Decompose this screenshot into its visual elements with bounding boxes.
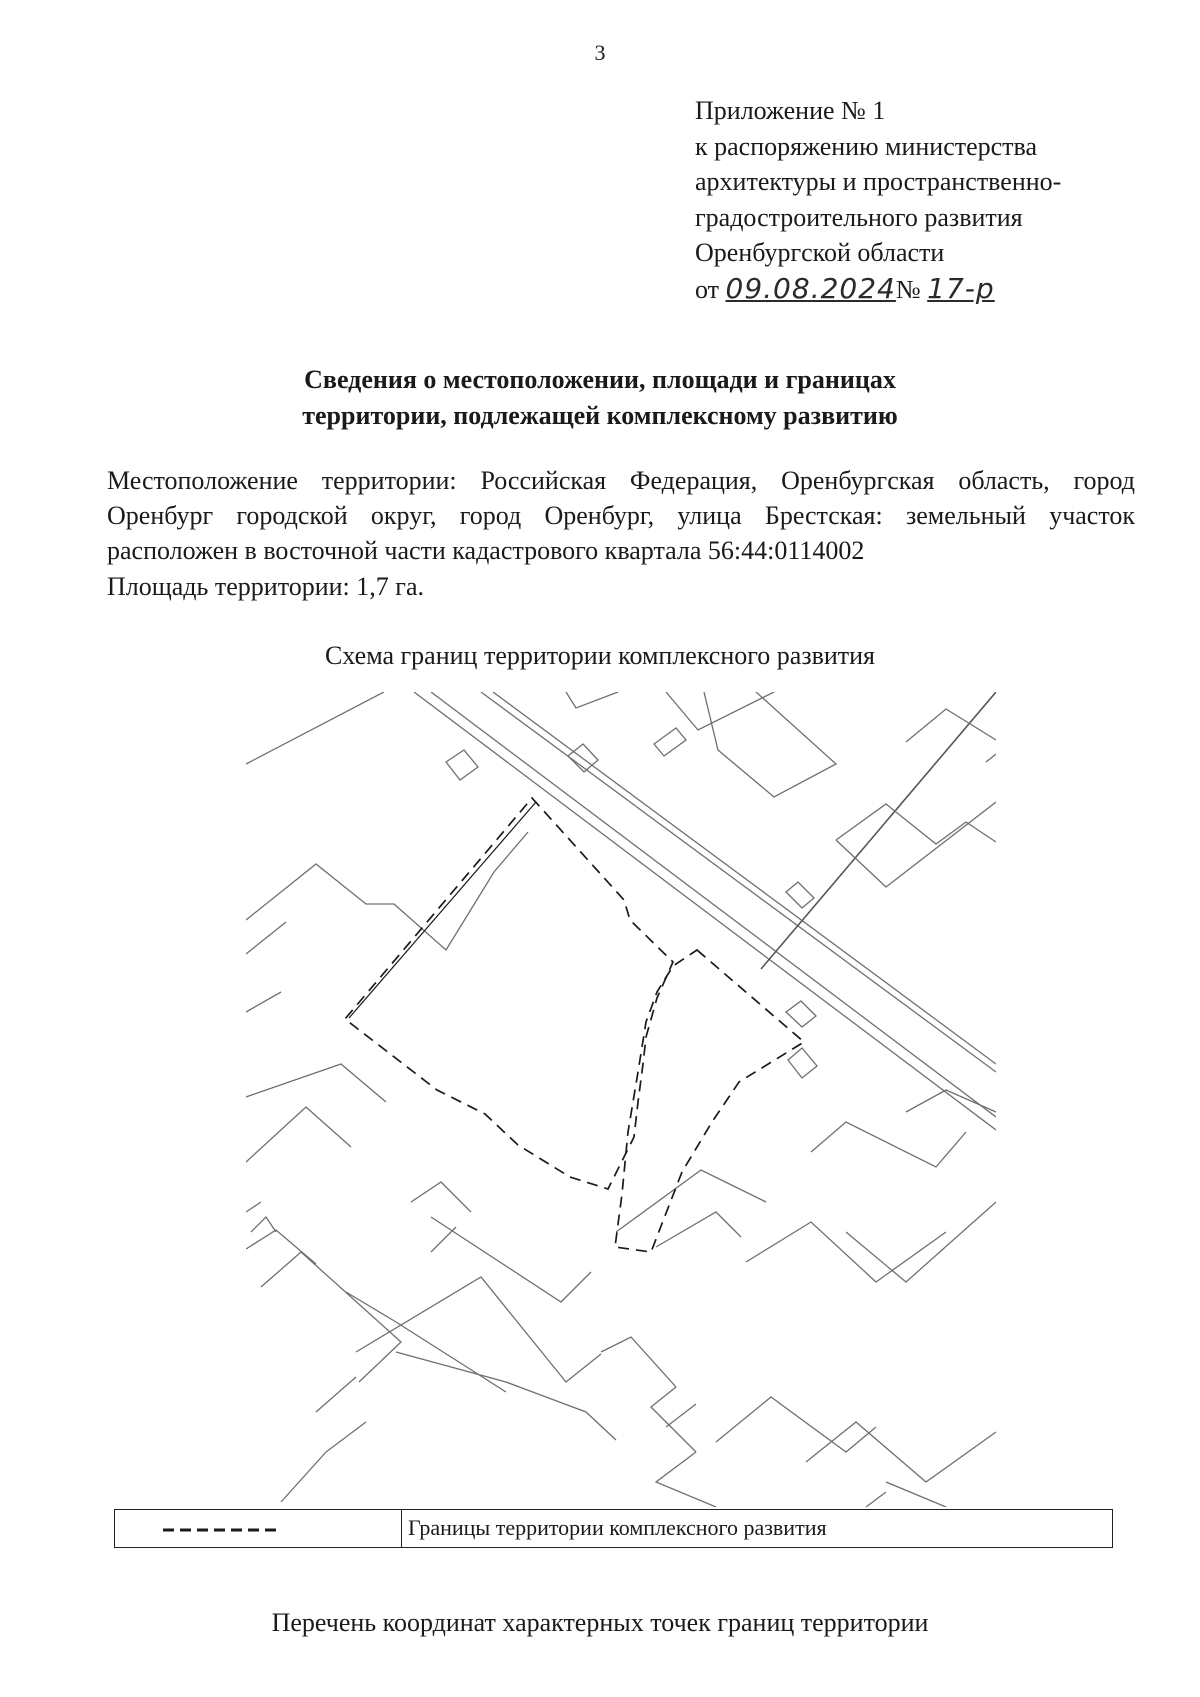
- road-square: [788, 1048, 817, 1078]
- location-line-1: Местоположение территории: Российская Федерация, Оренбургская область, город: [107, 466, 1135, 495]
- boundary-scheme-map: [246, 692, 996, 1507]
- legend-symbol-cell: [115, 1510, 402, 1547]
- appendix-line-1: Приложение № 1: [695, 96, 886, 125]
- appendix-date-line: [695, 271, 1061, 308]
- legend-table: [114, 1509, 1113, 1548]
- appendix-block: [695, 93, 1061, 307]
- coordinates-title: Перечень координат характерных точек границ территории: [271, 1608, 929, 1637]
- appendix-line-2: к распоряжению министерства: [695, 131, 1038, 161]
- cadastral-lines: [246, 692, 996, 1507]
- territory-boundary: [345, 798, 804, 1252]
- scheme-title: Схема границ территории комплексного развития: [324, 641, 876, 670]
- location-line-2: Оренбург городской округ, город Оренбург, улица Брестская: земельный участок: [107, 501, 1135, 530]
- location-line-3: расположен в восточной части кадастрового квартала 56:44:0114002: [107, 536, 865, 565]
- title-line-1: Сведения о местоположении, площади и границах: [304, 365, 896, 394]
- appendix-line-3: архитектуры и пространственно-: [695, 167, 1062, 196]
- dashed-line-symbol: [115, 1510, 401, 1546]
- appendix-line-5: Оренбургской области: [695, 238, 945, 267]
- title-line-2: территории, подлежащей комплексному развитию: [302, 401, 898, 430]
- date-prefix: от: [695, 274, 720, 304]
- appendix-line-4: градостроительного развития: [695, 202, 1023, 232]
- page-number: 3: [594, 40, 606, 65]
- handwritten-number: 17-р: [927, 271, 995, 305]
- handwritten-date: 09.08.2024: [725, 271, 896, 305]
- legend-label: Границы территории комплексного развития: [408, 1515, 827, 1540]
- document-title: [0, 362, 1200, 434]
- area-text: Площадь территории: 1,7 га.: [107, 572, 424, 601]
- number-prefix: №: [895, 274, 921, 304]
